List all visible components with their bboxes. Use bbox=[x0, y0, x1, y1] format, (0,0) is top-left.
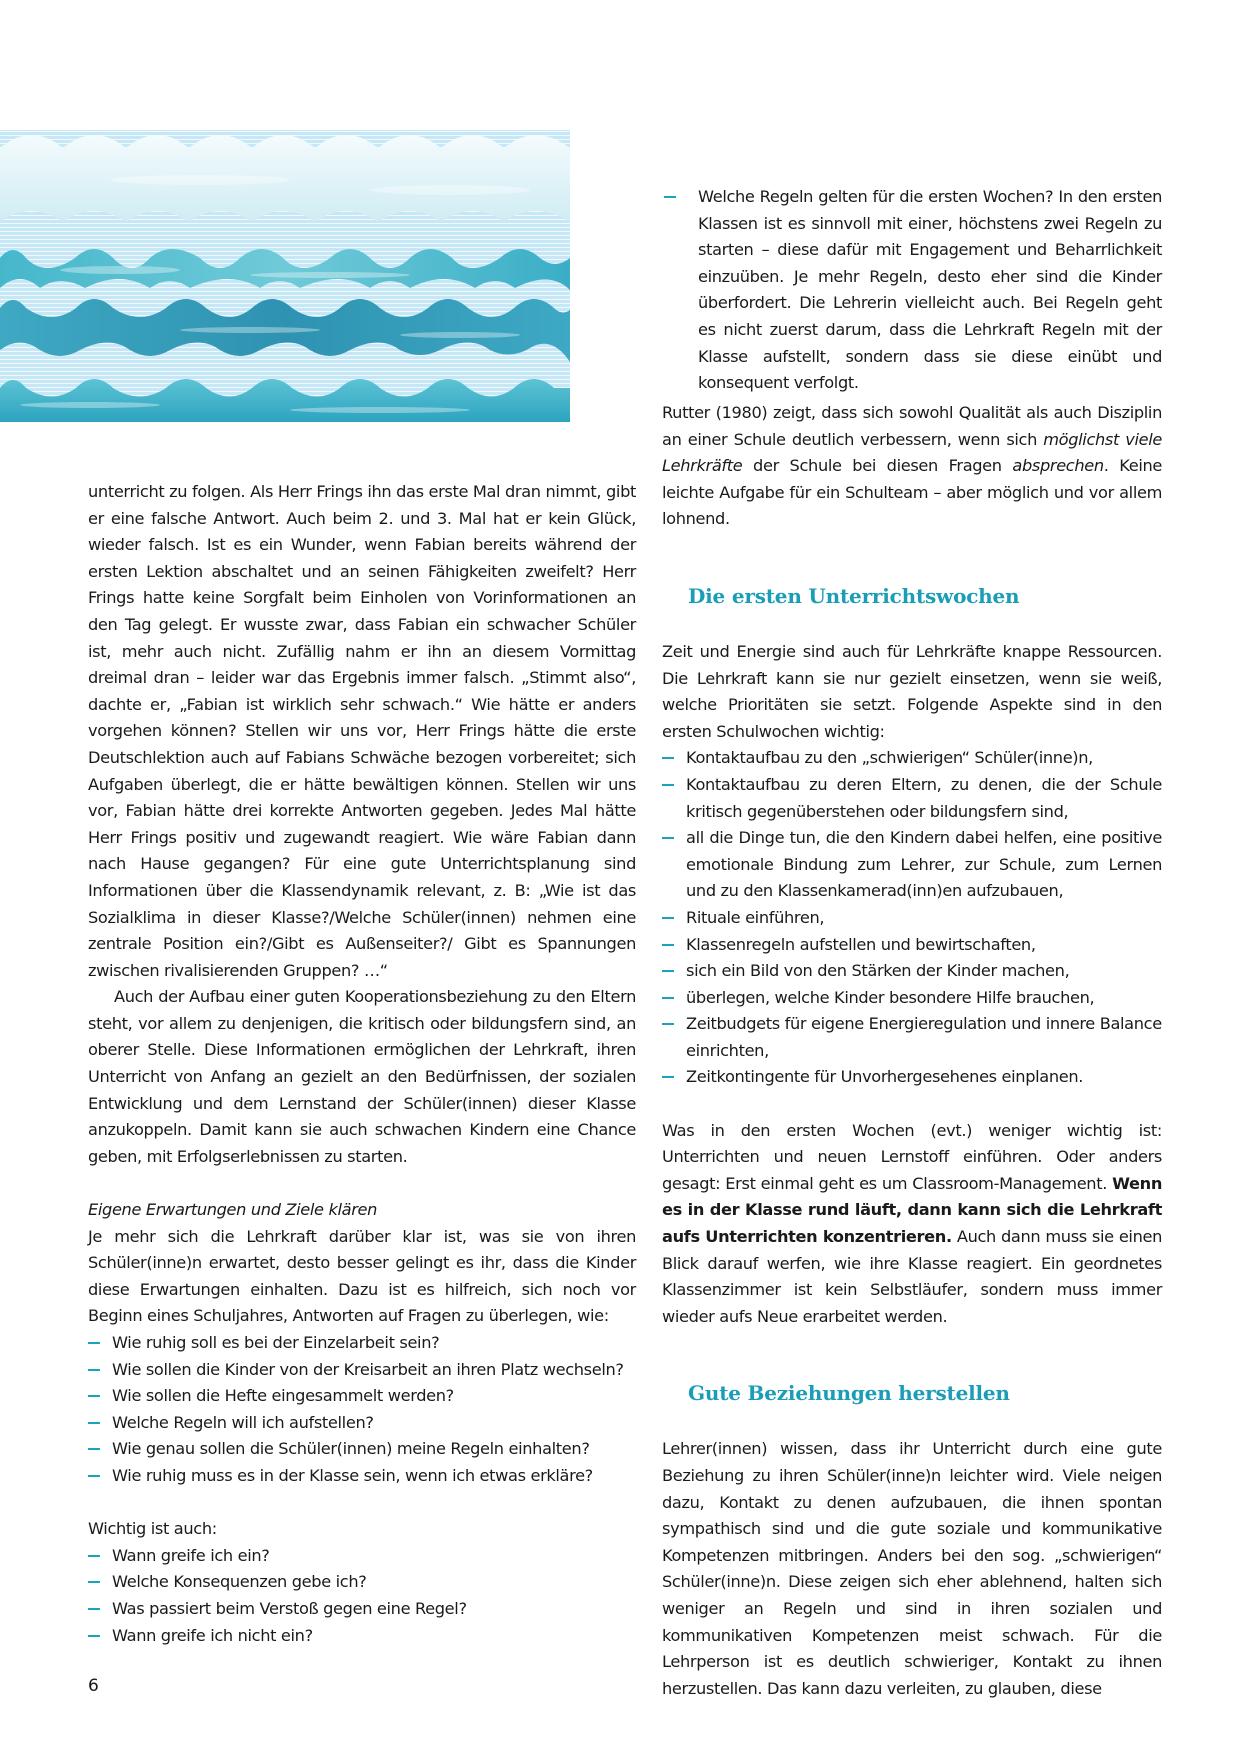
list-item bbox=[88, 1596, 636, 1623]
text-run: der Schule bei diesen Fragen bbox=[742, 456, 1013, 476]
questions-list bbox=[88, 1330, 636, 1490]
text-run: . Keine leichte Aufgabe für ein Schulteam – aber möglich und vor allem lohnend. bbox=[662, 456, 1163, 529]
list-item-text: Rituale einführen, bbox=[686, 907, 825, 927]
list-item bbox=[88, 1410, 636, 1437]
list-item-text: Wie ruhig muss es in der Klasse sein, wenn ich etwas erkläre? bbox=[112, 1465, 593, 1485]
list-item bbox=[88, 1330, 636, 1357]
list-item-text: Kontaktaufbau zu deren Eltern, zu denen, die der Schule kritisch gegenüberstehen oder bildungsfern sind, bbox=[686, 774, 1162, 821]
list-item-text: sich ein Bild von den Stärken der Kinder machen, bbox=[686, 961, 1070, 981]
list-item bbox=[88, 1569, 636, 1596]
dash-bullet-icon bbox=[88, 1448, 100, 1450]
list-item-text: all die Dinge tun, die den Kindern dabei helfen, eine positive emotionale Bindung zum Lehrer, zur Schule, zum Lernen und zu den Klassenkamerad(inn)en aufzubauen, bbox=[686, 828, 1162, 901]
list-item-text: Wie sollen die Hefte eingesammelt werden? bbox=[112, 1386, 454, 1406]
list-item bbox=[662, 184, 1162, 397]
list-item-text: Welche Regeln will ich aufstellen? bbox=[112, 1412, 374, 1432]
body-paragraph: Auch der Aufbau einer guten Kooperationsbeziehung zu den Eltern steht, vor allem zu denjenigen, die kritisch oder bildungsfern sind, an oberer Stelle. Diese Informationen ermöglichen der Lehrkraft, ihren Unterricht von Anfang an gezielt an den Bedürfnissen, der sozialen Entwicklung und dem Lernstand der Schüler(innen) dieser Klasse anzukoppeln. Damit kann sie auch schwachen Kindern eine Chance geben, mit Erfolgserlebnissen zu starten. bbox=[88, 987, 636, 1166]
dash-bullet-icon bbox=[88, 1475, 100, 1477]
right-column bbox=[662, 400, 1162, 1702]
list-item bbox=[662, 825, 1162, 905]
list-item-text: Klassenregeln aufstellen und bewirtschaften, bbox=[686, 934, 1036, 954]
dash-bullet-icon bbox=[662, 784, 674, 786]
list-item-text: überlegen, welche Kinder besondere Hilfe brauchen, bbox=[686, 987, 1095, 1007]
spacer bbox=[662, 609, 1162, 639]
ocean-waves-illustration bbox=[0, 130, 570, 422]
dash-bullet-icon bbox=[662, 837, 674, 839]
list-item bbox=[662, 1011, 1162, 1064]
subheading: Eigene Erwartungen und Ziele klären bbox=[88, 1200, 378, 1220]
dash-bullet-icon bbox=[662, 997, 674, 999]
left-column bbox=[88, 479, 636, 1649]
spacer bbox=[662, 533, 1162, 583]
list-item bbox=[662, 1064, 1162, 1091]
dash-bullet-icon bbox=[662, 1076, 674, 1078]
bold-emphasis: Wenn es in der Klasse rund läuft, dann kann sich die Lehrkraft aufs Unterrichten konzentrieren. bbox=[662, 1173, 1162, 1247]
spacer bbox=[662, 1406, 1162, 1436]
important-list bbox=[88, 1543, 636, 1649]
dash-bullet-icon bbox=[88, 1422, 100, 1424]
list-item bbox=[662, 745, 1162, 772]
list-item-text: Wie sollen die Kinder von der Kreisarbeit an ihren Platz wechseln? bbox=[112, 1359, 624, 1379]
dash-bullet-icon bbox=[662, 1023, 674, 1025]
priorities-list bbox=[662, 745, 1162, 1091]
body-paragraph: unterricht zu folgen. Als Herr Frings ihn das erste Mal dran nimmt, gibt er eine falsche Antwort. Auch beim 2. und 3. Mal hat er kein Glück, wieder falsch. Ist es ein Wunder, wenn Fabian bereits während der ersten Lektion abschaltet und an seinen Fähigkeiten zweifelt? Herr Frings hatte keine Sorgfalt beim Einholen von Vorinformationen an den Tag gelegt. Er wusste zwar, dass Fabian ein schwacher Schüler ist, mehr auch nicht. Zufällig nahm er ihn an diesem Vormittag dreimal dran – leider war das Ergebnis immer falsch. „Stimmt also“, dachte er, „Fabian ist wirklich sehr schwach.“ Wie hätte er anders vorgehen können? Stellen wir uns vor, Herr Frings hätte die erste Deutschlektion auch auf Fabians Schwäche bezogen vorbereitet; sich Aufgaben überlegt, die er hätte bewältigen können. Stellen wir uns vor, Fabian hätte drei korrekte Antworten gegeben. Jedes Mal hätte Herr Frings positiv und zugewandt reagiert. Wie wäre Fabian dann nach Hause gegangen? Für eine gute Unterrichtsplanung sind Informationen über die Klassendynamik relevant, z. B: „Wie ist das Sozialklima in dieser Klasse?/Welche Schüler(innen) nehmen eine zentrale Position ein?/Gibt es Außenseiter?/ Gibt es Spannungen zwischen rivalisierenden Gruppen? …“ bbox=[88, 482, 636, 980]
list-item bbox=[662, 985, 1162, 1012]
text-run: Was in den ersten Wochen (evt.) weniger wichtig ist: Unterrichten und neuen Lernstoff einführen. Oder anders gesagt: Erst einmal geht es um Classroom-Management. bbox=[662, 1120, 1162, 1193]
list-item-text: Wie genau sollen die Schüler(innen) meine Regeln einhalten? bbox=[112, 1439, 590, 1459]
dash-bullet-icon bbox=[662, 944, 674, 946]
dash-bullet-icon bbox=[662, 970, 674, 972]
list-item bbox=[88, 1383, 636, 1410]
right-column-top bbox=[662, 184, 1162, 397]
page-number: 6 bbox=[88, 1676, 99, 1696]
list-item bbox=[88, 1623, 636, 1650]
dash-bullet-icon bbox=[88, 1608, 100, 1610]
dash-bullet-icon bbox=[88, 1342, 100, 1344]
rutter-paragraph bbox=[662, 400, 1162, 533]
section-heading: Gute Beziehungen herstellen bbox=[688, 1381, 1010, 1406]
dash-bullet-icon bbox=[88, 1635, 100, 1637]
list-item-text: Wie ruhig soll es bei der Einzelarbeit sein? bbox=[112, 1333, 440, 1352]
dash-bullet-icon bbox=[662, 757, 674, 759]
dash-bullet-icon bbox=[88, 1395, 100, 1397]
body-paragraph: Lehrer(innen) wissen, dass ihr Unterricht durch eine gute Beziehung zu ihren Schüler(inne)n leichter wird. Viele neigen dazu, Kontakt zu denen aufzubauen, die ihnen spontan sympathisch sind und die gute soziale und kommunikative Kompetenzen mitbringen. Anders bei den sog. „schwierigen“ Schüler(inne)n. Diese zeigen sich eher ablehnend, halten sich weniger an Regeln und sind in ihren sozialen und kommunikativen Kompetenzen meist schwach. Für die Lehrperson ist es deutlich schwieriger, Kontakt zu ihnen herzustellen. Das kann dazu verleiten, zu glauben, diese bbox=[662, 1439, 1162, 1698]
list-item bbox=[662, 932, 1162, 959]
spacer bbox=[88, 1490, 636, 1517]
list-item bbox=[88, 1543, 636, 1570]
dash-bullet-icon bbox=[664, 196, 676, 198]
list-item-text: Welche Regeln gelten für die ersten Wochen? In den ersten Klassen ist es sinnvoll mit einer, höchstens zwei Regeln zu starten – diese dafür mit Engagement und Beharrlichkeit einzuüben. Je mehr Regeln, desto eher sind die Kinder überfordert. Die Lehrerin vielleicht auch. Bei Regeln geht es nicht zuerst darum, dass die Lehrkraft Regeln mit der Klasse aufstellt, sondern dass sie diese einübt und konsequent verfolgt. bbox=[698, 187, 1162, 393]
text-run: Auch dann muss sie einen Blick darauf werfen, wie ihre Klasse reagiert. Ein geordnetes Klassenzimmer ist kein Selbstläufer, sondern muss immer wieder aufs Neue erarbeitet werden. bbox=[662, 1227, 1163, 1326]
list-item bbox=[88, 1463, 636, 1490]
dash-bullet-icon bbox=[662, 917, 674, 919]
spacer bbox=[662, 1330, 1162, 1380]
list-item-text: Welche Konsequenzen gebe ich? bbox=[112, 1572, 367, 1592]
body-paragraph bbox=[662, 1118, 1162, 1331]
section-heading: Die ersten Unterrichtswochen bbox=[688, 583, 1020, 608]
important-intro: Wichtig ist auch: bbox=[88, 1519, 217, 1539]
dash-bullet-icon bbox=[88, 1555, 100, 1557]
body-paragraph: Zeit und Energie sind auch für Lehrkräfte knappe Ressourcen. Die Lehrkraft kann sie nur gezielt einsetzen, wenn sie weiß, welche Prioritäten sie setzt. Folgende Aspekte sind in den ersten Schulwochen wichtig: bbox=[662, 641, 1162, 741]
list-item-text: Zeitkontingente für Unvorhergesehenes einplanen. bbox=[686, 1067, 1084, 1087]
list-item-text: Was passiert beim Verstoß gegen eine Regel? bbox=[112, 1598, 467, 1618]
spacer bbox=[662, 1091, 1162, 1118]
emphasis: absprechen bbox=[1012, 456, 1104, 476]
list-item bbox=[88, 1357, 636, 1384]
spacer bbox=[88, 1170, 636, 1197]
text-run: Rutter (1980) zeigt, dass sich sowohl Qualität als auch Disziplin an einer Schule deutlich verbessern, wenn sich bbox=[662, 403, 1162, 449]
emphasis: möglichst viele Lehrkräfte bbox=[662, 429, 1162, 476]
rules-list bbox=[662, 184, 1162, 397]
dash-bullet-icon bbox=[88, 1369, 100, 1371]
list-item bbox=[88, 1436, 636, 1463]
list-item-text: Wann greife ich ein? bbox=[112, 1545, 270, 1565]
list-item-text: Wann greife ich nicht ein? bbox=[112, 1625, 313, 1645]
list-item-text: Kontaktaufbau zu den „schwierigen“ Schüler(inne)n, bbox=[686, 748, 1093, 768]
dash-bullet-icon bbox=[88, 1581, 100, 1583]
body-paragraph: Je mehr sich die Lehrkraft darüber klar ist, was sie von ihren Schüler(inne)n erwartet, desto besser gelingt es ihr, dass die Kinder diese Erwartungen einhalten. Dazu ist es hilfreich, sich noch vor Beginn eines Schuljahres, Antworten auf Fragen zu überlegen, wie: bbox=[88, 1226, 636, 1326]
list-item bbox=[662, 905, 1162, 932]
list-item-text: Zeitbudgets für eigene Energieregulation und innere Balance einrichten, bbox=[686, 1014, 1162, 1060]
list-item bbox=[662, 772, 1162, 825]
list-item bbox=[662, 958, 1162, 985]
